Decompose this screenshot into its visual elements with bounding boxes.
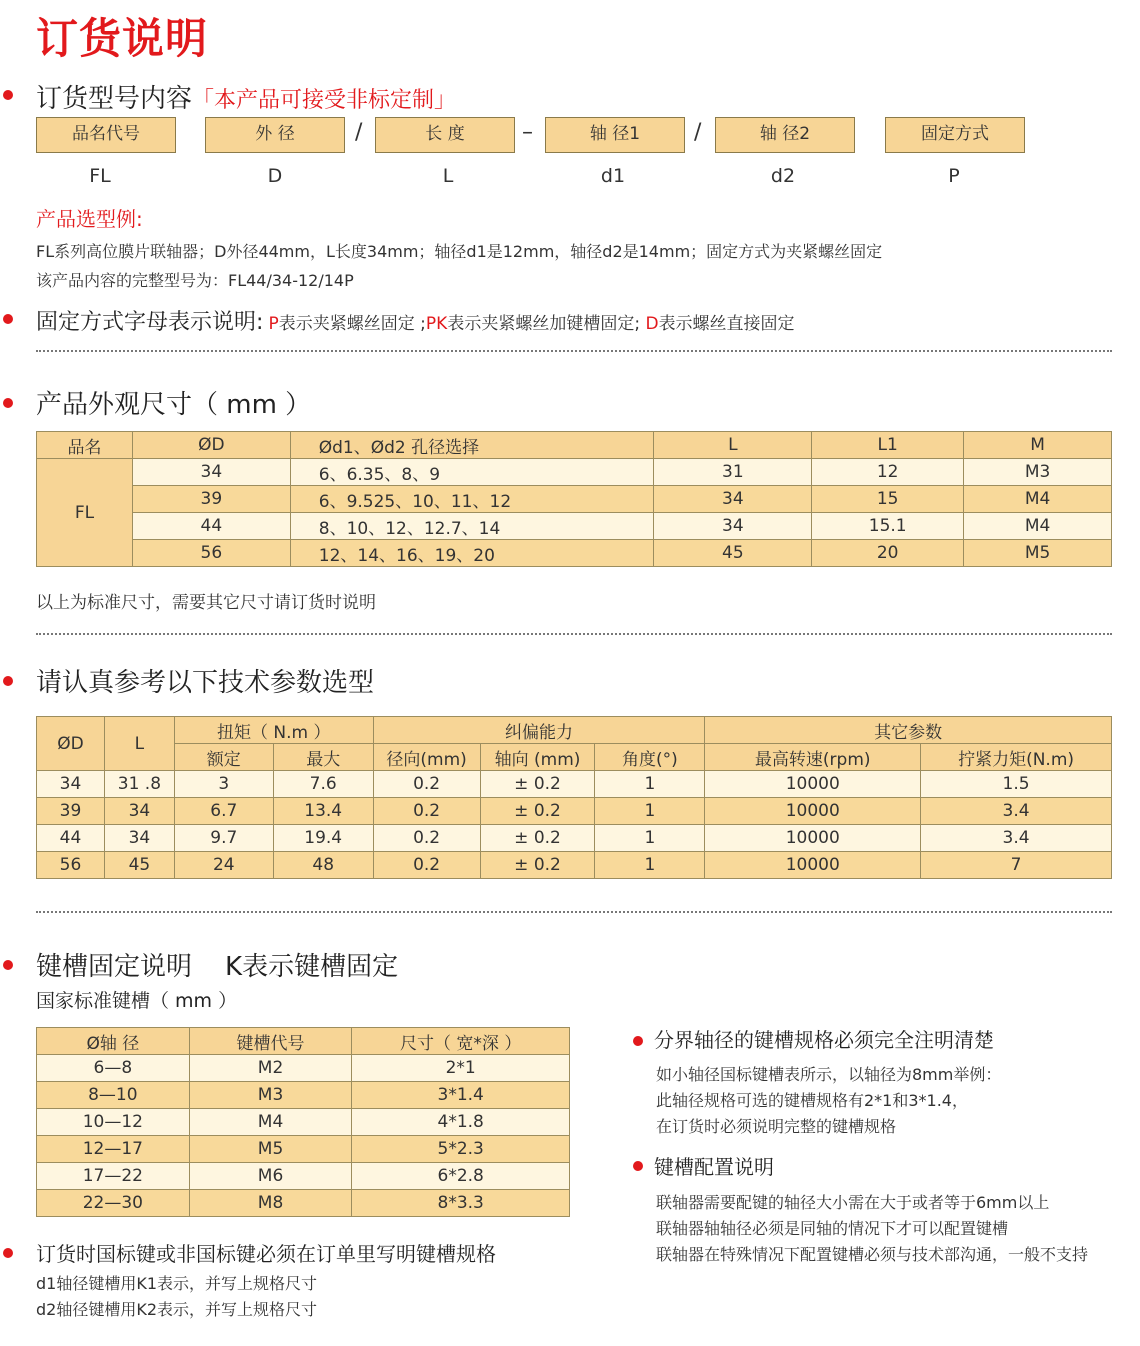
table-cell: 10000 (705, 798, 921, 825)
boundary-diameter-line: 此轴径规格可选的键槽规格有2*1和3*1.4， (656, 1091, 968, 1110)
bullet-icon (3, 398, 13, 408)
table-cell: 24 (174, 852, 273, 879)
table-cell: 10000 (705, 852, 921, 879)
table-cell: M4 (964, 486, 1112, 513)
dotted-divider (36, 350, 1112, 352)
table-header: L (654, 432, 812, 459)
table-cell: 1.5 (921, 771, 1112, 798)
dimensions-table (36, 431, 1112, 567)
table-cell: 15.1 (812, 513, 964, 540)
order-keyway-heading: 订货时国标键或非国标键必须在订单里写明键槽规格 (36, 1242, 496, 1266)
order-keyway-line: d2轴径键槽用K2表示，并写上规格尺寸 (36, 1300, 318, 1319)
table-cell: 4*1.8 (352, 1109, 570, 1136)
table-cell: 3.4 (921, 798, 1112, 825)
example-line: 该产品内容的完整型号为：FL44/34-12/14P (36, 271, 354, 290)
table-cell: 0.2 (373, 825, 480, 852)
dotted-divider (36, 633, 1112, 635)
table-header: 尺寸（ 宽*深 ） (352, 1028, 570, 1055)
table-cell: 7.6 (273, 771, 373, 798)
table-header: 拧紧力矩(N.m) (921, 744, 1112, 771)
fixing-desc-pk: 表示夹紧螺丝加键槽固定; (447, 314, 641, 334)
dimensions-note: 以上为标准尺寸，需要其它尺寸请订货时说明 (36, 593, 376, 613)
table-header: 角度(°) (595, 744, 705, 771)
table-cell: M2 (189, 1055, 352, 1082)
keyway-config-line: 联轴器在特殊情况下配置键槽必须与技术部沟通，一般不支持 (656, 1245, 1089, 1264)
table-row (37, 1163, 570, 1190)
bullet-icon (3, 90, 13, 100)
model-code-p: P (948, 165, 960, 187)
model-code-d1: d1 (600, 165, 626, 187)
table-header: 键槽代号 (189, 1028, 352, 1055)
table-cell: 3*1.4 (352, 1082, 570, 1109)
boundary-diameter-heading: 分界轴径的键槽规格必须完全注明清楚 (654, 1028, 994, 1052)
model-separator: – (522, 120, 533, 145)
bullet-icon (3, 314, 13, 324)
table-cell: 56 (132, 540, 290, 567)
model-box-outer-diameter: 外 径 (205, 117, 345, 153)
keyway-config-heading: 键槽配置说明 (654, 1155, 774, 1179)
table-header: Ø轴 径 (37, 1028, 190, 1055)
table-cell: 1 (595, 825, 705, 852)
table-cell: 3 (174, 771, 273, 798)
table-cell: 17—22 (37, 1163, 190, 1190)
model-code-l: L (442, 165, 454, 187)
table-cell: 7 (921, 852, 1112, 879)
custom-note: 「本产品可接受非标定制」 (192, 88, 457, 113)
page-title: 订货说明 (36, 14, 209, 63)
keyway-config-line: 联轴器轴轴径必须是同轴的情况下才可以配置键槽 (656, 1219, 1009, 1238)
table-header: 最高转速(rpm) (705, 744, 921, 771)
table-header: ØD (132, 432, 290, 459)
table-cell: 31 (654, 459, 812, 486)
table-cell: M8 (189, 1190, 352, 1217)
keyway-sub-heading: 国家标准键槽（ mm ） (36, 990, 238, 1012)
keyway-config-line: 联轴器需要配键的轴径大小需在大于或者等于6mm以上 (656, 1193, 1050, 1212)
model-code-fl: FL (89, 165, 111, 187)
table-cell: M5 (964, 540, 1112, 567)
table-cell: 20 (812, 540, 964, 567)
table-cell: 1 (595, 798, 705, 825)
table-header: Ød1、Ød2 孔径选择 (290, 432, 654, 459)
table-cell: 15 (812, 486, 964, 513)
table-cell: 34 (37, 771, 105, 798)
table-cell: M3 (189, 1082, 352, 1109)
table-cell: 45 (104, 852, 174, 879)
table-cell: 34 (654, 513, 812, 540)
table-cell: 3.4 (921, 825, 1112, 852)
table-cell: ± 0.2 (480, 798, 595, 825)
table-cell: 44 (132, 513, 290, 540)
model-code-d: D (267, 165, 283, 187)
dotted-divider (36, 911, 1112, 913)
fixing-code-pk: PK (425, 314, 448, 334)
boundary-diameter-line: 在订货时必须说明完整的键槽规格 (656, 1117, 897, 1136)
model-box-length: 长 度 (375, 117, 515, 153)
table-cell: 1 (595, 771, 705, 798)
table-cell: 6*2.8 (352, 1163, 570, 1190)
table-header: L (104, 717, 174, 771)
table-row (37, 1055, 570, 1082)
table-header: 扭矩（ N.m ） (174, 717, 373, 744)
keyway-table (36, 1027, 570, 1217)
table-row (37, 825, 1112, 852)
table-row (37, 459, 1112, 486)
fixing-desc-d: 表示螺丝直接固定 (658, 314, 795, 334)
table-row (37, 1136, 570, 1163)
table-header: 纠偏能力 (373, 717, 705, 744)
table-cell: 56 (37, 852, 105, 879)
table-cell: 13.4 (273, 798, 373, 825)
table-cell: 1 (595, 852, 705, 879)
table-cell: 34 (104, 825, 174, 852)
bullet-icon (3, 676, 13, 686)
table-cell: 6、6.35、8、9 (290, 459, 654, 486)
table-cell: M6 (189, 1163, 352, 1190)
bullet-icon (633, 1161, 643, 1171)
table-cell: 34 (132, 459, 290, 486)
table-row (37, 852, 1112, 879)
table-cell: 12、14、16、19、20 (290, 540, 654, 567)
table-cell: 6、9.525、10、11、12 (290, 486, 654, 513)
table-row (37, 513, 1112, 540)
table-cell: 34 (654, 486, 812, 513)
fixing-code-p: P (268, 314, 279, 334)
table-cell: ± 0.2 (480, 825, 595, 852)
table-row (37, 798, 1112, 825)
order-keyway-line: d1轴径键槽用K1表示，并写上规格尺寸 (36, 1274, 318, 1293)
table-row (37, 540, 1112, 567)
model-box-shaft-d2: 轴 径2 (715, 117, 855, 153)
table-cell: 0.2 (373, 771, 480, 798)
table-cell: ± 0.2 (480, 771, 595, 798)
example-line: FL系列高位膜片联轴器；D外径44mm，L长度34mm；轴径d1是12mm，轴径d2是14mm；固定方式为夹紧螺丝固定 (36, 242, 883, 261)
tech-params-heading: 请认真参考以下技术参数选型 (36, 668, 375, 698)
table-cell: 0.2 (373, 798, 480, 825)
table-header: 其它参数 (705, 717, 1112, 744)
model-box-shaft-d1: 轴 径1 (545, 117, 685, 153)
product-name-cell: FL (37, 459, 133, 567)
fixing-desc-p: 表示夹紧螺丝固定 ; (278, 314, 426, 334)
table-cell: 5*2.3 (352, 1136, 570, 1163)
model-separator: / (355, 120, 363, 145)
section-order-model-heading (36, 78, 456, 115)
model-code-d2: d2 (770, 165, 796, 187)
bullet-icon (3, 960, 13, 970)
table-row (37, 1190, 570, 1217)
fixing-method-line (36, 305, 795, 336)
table-cell: M3 (964, 459, 1112, 486)
table-cell: 2*1 (352, 1055, 570, 1082)
table-cell: 10000 (705, 771, 921, 798)
example-label: 产品选型例: (36, 207, 143, 231)
tech-params-table (36, 716, 1112, 879)
keyway-heading: 键槽固定说明 K表示键槽固定 (36, 952, 399, 982)
table-cell: 39 (37, 798, 105, 825)
table-row (37, 771, 1112, 798)
table-row (37, 1082, 570, 1109)
table-cell: 45 (654, 540, 812, 567)
table-header: L1 (812, 432, 964, 459)
table-cell: 12—17 (37, 1136, 190, 1163)
bullet-icon (3, 1248, 13, 1258)
table-cell: 8—10 (37, 1082, 190, 1109)
table-header: M (964, 432, 1112, 459)
table-cell: 10—12 (37, 1109, 190, 1136)
table-cell: 12 (812, 459, 964, 486)
table-cell: 48 (273, 852, 373, 879)
table-cell: 31 .8 (104, 771, 174, 798)
table-cell: 44 (37, 825, 105, 852)
table-cell: 22—30 (37, 1190, 190, 1217)
fixing-method-heading: 固定方式字母表示说明: (36, 310, 264, 335)
table-cell: 34 (104, 798, 174, 825)
table-header: 轴向 (mm) (480, 744, 595, 771)
table-cell: M4 (964, 513, 1112, 540)
model-box-name-code: 品名代号 (36, 117, 176, 153)
dimensions-heading: 产品外观尺寸（ mm ） (36, 390, 312, 420)
table-header: 品名 (37, 432, 133, 459)
table-cell: 19.4 (273, 825, 373, 852)
table-header: 径向(mm) (373, 744, 480, 771)
table-cell: M4 (189, 1109, 352, 1136)
table-cell: 0.2 (373, 852, 480, 879)
table-cell: ± 0.2 (480, 852, 595, 879)
model-box-fixing-method: 固定方式 (885, 117, 1025, 153)
table-cell: 6.7 (174, 798, 273, 825)
table-cell: 6—8 (37, 1055, 190, 1082)
table-cell: 39 (132, 486, 290, 513)
table-row (37, 486, 1112, 513)
fixing-code-d: D (645, 314, 659, 334)
table-header: 最大 (273, 744, 373, 771)
table-cell: 10000 (705, 825, 921, 852)
table-header: 额定 (174, 744, 273, 771)
table-cell: 8、10、12、12.7、14 (290, 513, 654, 540)
table-row (37, 1109, 570, 1136)
boundary-diameter-line: 如小轴径国标键槽表所示，以轴径为8mm举例： (656, 1065, 1002, 1084)
table-cell: M5 (189, 1136, 352, 1163)
model-separator: / (694, 120, 702, 145)
table-cell: 9.7 (174, 825, 273, 852)
bullet-icon (633, 1036, 643, 1046)
table-header: ØD (37, 717, 105, 771)
table-cell: 8*3.3 (352, 1190, 570, 1217)
order-model-heading: 订货型号内容 (36, 84, 193, 114)
